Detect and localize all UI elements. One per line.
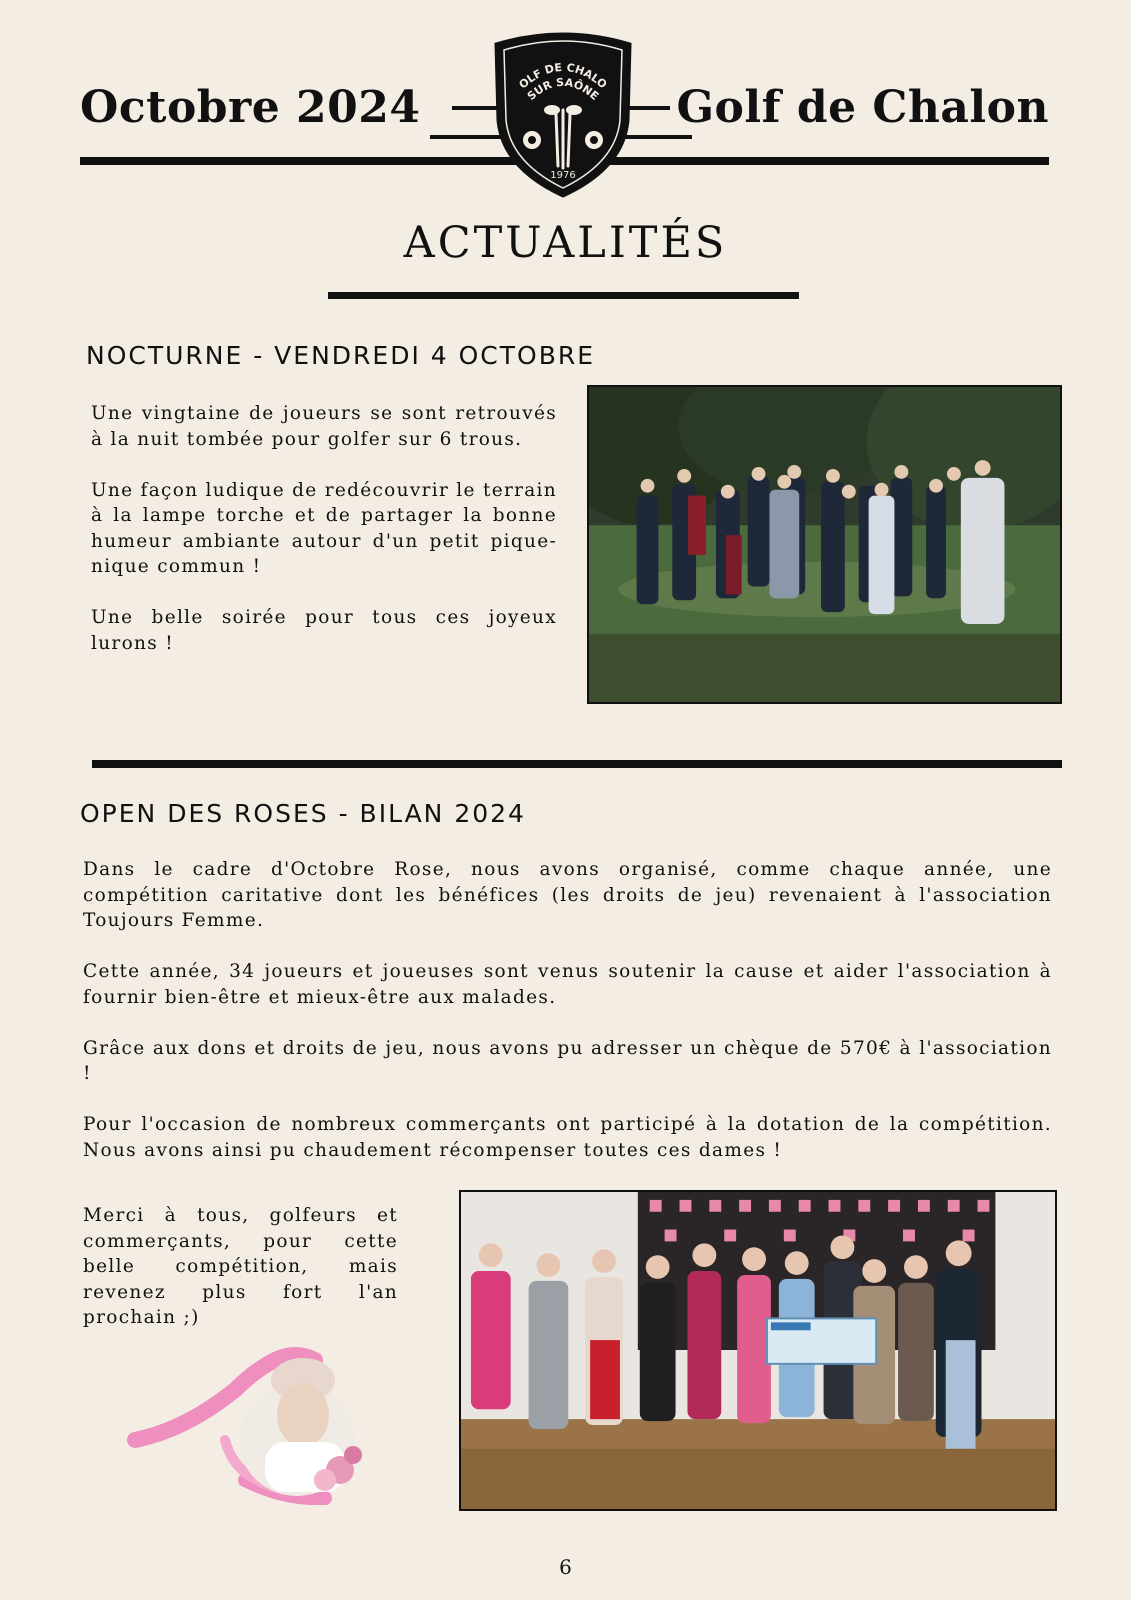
nocturne-heading: NOCTURNE - VENDREDI 4 OCTOBRE <box>86 341 596 370</box>
nocturne-paragraph: Une belle soirée pour tous ces joyeux lurons ! <box>91 607 557 654</box>
crest-arc-text: OLF DE CHALO <box>516 60 610 92</box>
club-crest-logo <box>488 28 638 198</box>
page-number: 6 <box>559 1555 572 1579</box>
issue-date: Octobre 2024 <box>80 82 421 133</box>
open-roses-group-photo <box>459 1190 1057 1511</box>
nocturne-paragraph: Une façon ludique de redécouvrir le terrain à la lampe torche et de partager la bonne humeur ambiante autour d'un petit pique-nique commun ! <box>91 479 557 577</box>
nocturne-text <box>91 401 557 656</box>
open-roses-text <box>83 857 1052 1163</box>
nocturne-paragraph: Une vingtaine de joueurs se sont retrouvés à la nuit tombée pour golfer sur 6 trous. <box>91 403 557 450</box>
pink-ribbon-icon <box>125 1330 375 1505</box>
nocturne-group-photo <box>587 385 1062 704</box>
section-title-underline <box>328 292 799 299</box>
section-title: ACTUALITÉS <box>403 218 728 268</box>
club-name: Golf de Chalon <box>676 82 1049 133</box>
open-roses-paragraph: Dans le cadre d'Octobre Rose, nous avons organisé, comme chaque année, une compétition caritative dont les bénéfices (les droits de jeu) revenaient à l'association Toujours Femme. <box>83 859 1052 931</box>
open-roses-paragraph: Grâce aux dons et droits de jeu, nous avons pu adresser un chèque de 570€ à l'association ! <box>83 1037 1052 1084</box>
open-roses-heading: OPEN DES ROSES - BILAN 2024 <box>80 799 526 828</box>
section-divider <box>92 760 1062 768</box>
open-roses-paragraph: Cette année, 34 joueurs et joueuses sont venus soutenir la cause et aider l'association à fournir bien-être et mieux-être aux malades. <box>83 961 1052 1008</box>
open-roses-thanks: Merci à tous, golfeurs et commerçants, pour cette belle compétition, mais revenez plus fort l'an prochain ;) <box>83 1205 398 1328</box>
open-roses-paragraph: Pour l'occasion de nombreux commerçants ont participé à la dotation de la compétition. Nous avons ainsi pu chaudement récompenser toutes ces dames ! <box>83 1114 1052 1161</box>
crest-year: 1976 <box>550 170 576 181</box>
svg-text:SUR SAÔNE: SUR SAÔNE <box>524 75 602 103</box>
